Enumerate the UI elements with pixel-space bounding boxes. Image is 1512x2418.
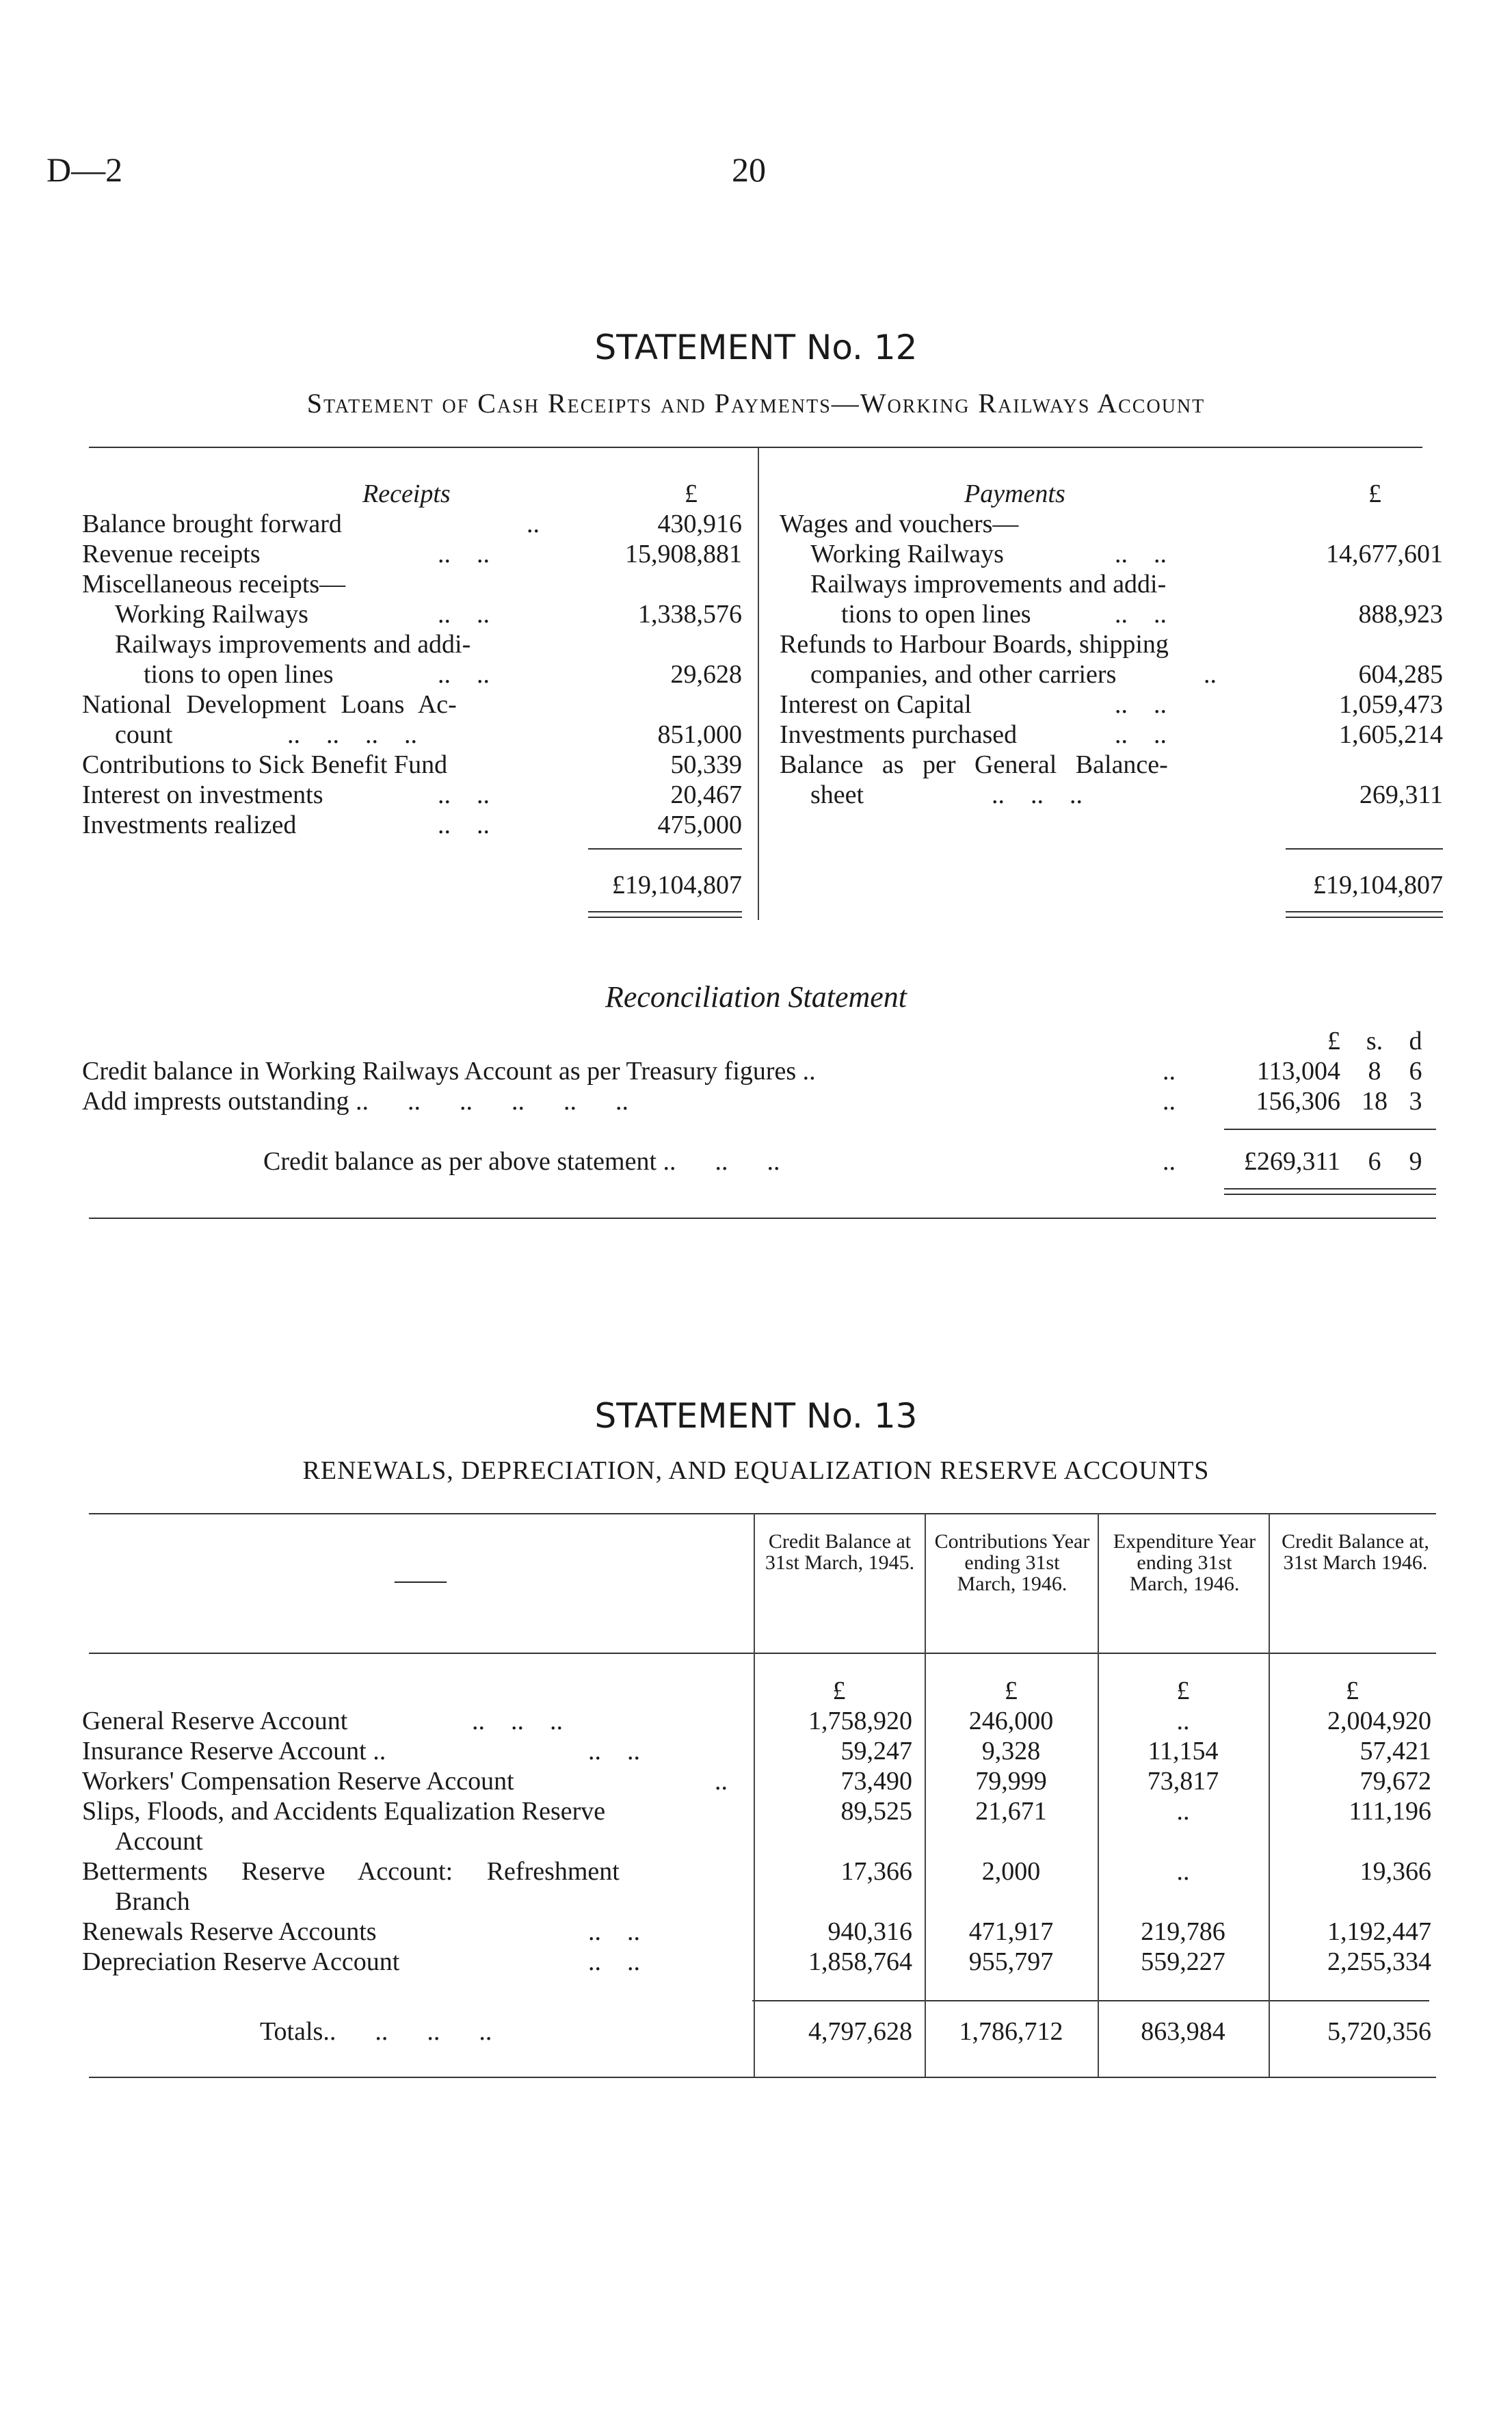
receipts-total: £19,104,807 xyxy=(612,871,742,899)
reconciliation-s: 18 xyxy=(1362,1087,1388,1116)
payment-value: 14,677,601 xyxy=(1326,540,1443,568)
reconciliation-pounds: 113,004 xyxy=(1256,1057,1340,1086)
row-dots: .. .. .. xyxy=(472,1707,563,1735)
cell-credit-1945: 73,490 xyxy=(840,1767,912,1796)
cell-contributions: 9,328 xyxy=(981,1737,1041,1765)
receipt-dots: .. .. xyxy=(438,600,490,629)
payment-label: Railways improvements and addi- xyxy=(810,570,1167,599)
row-dots: .. .. xyxy=(588,1947,640,1976)
totals-label: Totals.. .. .. .. xyxy=(260,2017,492,2046)
receipt-dots: .. .. xyxy=(438,780,490,809)
reconciliation-total-pounds: £269,311 xyxy=(1243,1147,1340,1176)
reconciliation-total-rule-2 xyxy=(1224,1194,1436,1195)
payment-label: Wages and vouchers— xyxy=(780,510,1019,538)
receipt-label: Railways improvements and addi- xyxy=(115,630,471,659)
statement-13-top-rule xyxy=(89,1513,1436,1514)
statement-13-unit-4: £ xyxy=(1346,1677,1359,1705)
statement-13-subtitle: RENEWALS, DEPRECIATION, AND EQUALIZATION RESERVE ACCOUNTS xyxy=(302,1456,1210,1485)
payment-label: Refunds to Harbour Boards, shipping xyxy=(780,630,1169,659)
reconciliation-label: Add imprests outstanding .. .. .. .. .. .. xyxy=(82,1087,629,1116)
payment-value: 604,285 xyxy=(1358,660,1443,689)
row-label-cont: Account xyxy=(115,1827,203,1856)
total-credit-1945: 4,797,628 xyxy=(808,2017,912,2046)
cell-expenditure: 219,786 xyxy=(1141,1917,1225,1946)
row-label: General Reserve Account xyxy=(82,1707,348,1735)
cell-credit-1946: 2,255,334 xyxy=(1327,1947,1431,1976)
receipt-label: Investments realized xyxy=(82,811,297,839)
receipt-value: 1,338,576 xyxy=(638,600,742,629)
row-label: Insurance Reserve Account .. xyxy=(82,1737,386,1765)
receipt-dots: .. .. xyxy=(438,811,490,839)
receipt-value: 29,628 xyxy=(670,660,742,689)
cell-expenditure: .. xyxy=(1176,1797,1190,1826)
receipt-label: Interest on investments xyxy=(82,780,323,809)
total-credit-1946: 5,720,356 xyxy=(1327,2017,1431,2046)
cell-expenditure: 73,817 xyxy=(1147,1767,1219,1796)
cell-contributions: 79,999 xyxy=(975,1767,1047,1796)
statement-12-subtitle: Statement of Cash Receipts and Payments—Working Railways Account xyxy=(306,388,1206,419)
cell-credit-1945: 1,858,764 xyxy=(808,1947,912,1976)
payment-label: sheet xyxy=(810,780,864,809)
payment-label: tions to open lines xyxy=(841,600,1031,629)
reconciliation-dots: .. xyxy=(1163,1057,1176,1086)
receipt-label: count xyxy=(115,720,173,749)
row-label: Workers' Compensation Reserve Account xyxy=(82,1767,514,1796)
reconciliation-total-rule-1 xyxy=(1224,1188,1436,1190)
receipts-total-rule-2 xyxy=(588,917,742,918)
row-label: Betterments Reserve Account: Refreshment xyxy=(82,1857,620,1886)
payments-total-rule-2 xyxy=(1286,917,1443,918)
payments-total: £19,104,807 xyxy=(1313,871,1443,899)
cell-expenditure: 11,154 xyxy=(1148,1737,1219,1765)
statement-13-col-0-header: —— xyxy=(395,1566,447,1594)
row-dots: .. .. xyxy=(588,1737,640,1765)
payment-dots: .. .. .. xyxy=(992,780,1083,809)
payment-label: Balance as per General Balance- xyxy=(780,750,1168,779)
statement-12-center-divider xyxy=(758,448,759,920)
payments-subtotal-rule xyxy=(1286,848,1443,850)
receipt-label: Working Railways xyxy=(115,600,308,629)
cell-credit-1945: 940,316 xyxy=(827,1917,912,1946)
statement-13-unit-1: £ xyxy=(832,1677,846,1705)
payment-label: Working Railways xyxy=(810,540,1004,568)
receipt-dots: .. .. xyxy=(438,540,490,568)
statement-12-title: STATEMENT No. 12 xyxy=(594,328,918,367)
cell-credit-1946: 79,672 xyxy=(1360,1767,1431,1796)
receipt-label: Miscellaneous receipts— xyxy=(82,570,346,599)
payment-value: 1,605,214 xyxy=(1339,720,1443,749)
receipts-total-rule-1 xyxy=(588,911,742,912)
payment-label: Interest on Capital xyxy=(780,690,972,719)
cell-expenditure: 559,227 xyxy=(1141,1947,1225,1976)
cell-credit-1946: 2,004,920 xyxy=(1327,1707,1431,1735)
payment-dots: .. .. xyxy=(1115,540,1167,568)
payment-dots: .. .. xyxy=(1115,600,1167,629)
payment-value: 888,923 xyxy=(1358,600,1443,629)
cell-credit-1945: 1,758,920 xyxy=(808,1707,912,1735)
reconciliation-subtotal-rule xyxy=(1224,1129,1436,1130)
cell-credit-1945: 89,525 xyxy=(840,1797,912,1826)
reconciliation-total-s: 6 xyxy=(1368,1147,1381,1176)
reconciliation-col-pounds: £ xyxy=(1327,1027,1340,1055)
statement-13-col-3-header: Expenditure Year ending 31st March, 1946. xyxy=(1113,1530,1256,1595)
reconciliation-d: 3 xyxy=(1409,1087,1422,1116)
receipt-value: 475,000 xyxy=(657,811,742,839)
receipt-value: 430,916 xyxy=(657,510,742,538)
receipt-label: National Development Loans Ac- xyxy=(82,690,457,719)
reconciliation-total-dots: .. xyxy=(1163,1147,1176,1176)
page-ref: D—2 xyxy=(47,150,123,189)
row-label: Slips, Floods, and Accidents Equalization Reserve xyxy=(82,1797,606,1826)
row-dots: .. xyxy=(715,1767,728,1796)
receipt-value: 50,339 xyxy=(670,750,742,779)
cell-credit-1946: 57,421 xyxy=(1360,1737,1431,1765)
cell-contributions: 21,671 xyxy=(975,1797,1047,1826)
reconciliation-s: 8 xyxy=(1368,1057,1381,1086)
cell-contributions: 246,000 xyxy=(968,1707,1054,1735)
total-contributions: 1,786,712 xyxy=(959,2017,1063,2046)
reconciliation-total-d: 9 xyxy=(1409,1147,1422,1176)
receipt-dots: .. .. xyxy=(438,660,490,689)
statement-13-col-4-header: Credit Balance at, 31st March 1946. xyxy=(1282,1530,1429,1574)
reconciliation-label: Credit balance in Working Railways Account as per Treasury figures .. xyxy=(82,1057,816,1086)
statement-13-col-1-header: Credit Balance at 31st March, 1945. xyxy=(765,1530,915,1574)
statement-12-top-rule xyxy=(89,447,1422,448)
reconciliation-d: 6 xyxy=(1409,1057,1422,1086)
payment-value: 1,059,473 xyxy=(1339,690,1443,719)
statement-13-title: STATEMENT No. 13 xyxy=(594,1396,918,1436)
payment-dots: .. .. xyxy=(1115,690,1167,719)
payment-label: companies, and other carriers xyxy=(810,660,1117,689)
statement-13-bottom-rule xyxy=(89,2077,1436,2078)
statement-13-header-rule xyxy=(89,1653,1436,1654)
receipt-label: Contributions to Sick Benefit Fund xyxy=(82,750,448,779)
receipt-label: tions to open lines xyxy=(144,660,334,689)
row-label: Renewals Reserve Accounts xyxy=(82,1917,377,1946)
row-label: Depreciation Reserve Account xyxy=(82,1947,400,1976)
reconciliation-col-s: s. xyxy=(1366,1027,1383,1055)
statement-13-unit-3: £ xyxy=(1176,1677,1190,1705)
reconciliation-total-label: Credit balance as per above statement .. .. .. xyxy=(263,1147,780,1176)
payment-value: 269,311 xyxy=(1359,780,1443,809)
cell-credit-1945: 17,366 xyxy=(840,1857,912,1886)
reconciliation-title: Reconciliation Statement xyxy=(605,980,907,1014)
statement-13-col-2-header: Contributions Year ending 31st March, 1946. xyxy=(934,1530,1090,1595)
cell-contributions: 2,000 xyxy=(981,1857,1041,1886)
receipts-subtotal-rule xyxy=(588,848,742,850)
cell-credit-1946: 111,196 xyxy=(1349,1797,1431,1826)
receipt-value: 20,467 xyxy=(670,780,742,809)
payments-currency: £ xyxy=(1368,479,1381,508)
reconciliation-dots: .. xyxy=(1163,1087,1176,1116)
receipt-label: Revenue receipts xyxy=(82,540,261,568)
receipt-value: 851,000 xyxy=(657,720,742,749)
receipts-heading: Receipts xyxy=(362,479,451,508)
statement-13-unit-2: £ xyxy=(1005,1677,1018,1705)
row-label-cont: Branch xyxy=(115,1887,190,1916)
reconciliation-pounds: 156,306 xyxy=(1256,1087,1340,1116)
payment-dots: .. xyxy=(1204,660,1217,689)
receipt-dots: .. xyxy=(527,510,540,538)
receipts-currency: £ xyxy=(685,479,698,508)
total-expenditure: 863,984 xyxy=(1141,2017,1225,2046)
cell-contributions: 471,917 xyxy=(968,1917,1054,1946)
statement-12-bottom-rule xyxy=(89,1218,1436,1219)
receipt-label: Balance brought forward xyxy=(82,510,342,538)
row-dots: .. .. xyxy=(588,1917,640,1946)
cell-credit-1946: 19,366 xyxy=(1360,1857,1431,1886)
statement-13-totals-rule xyxy=(752,2000,1429,2001)
cell-expenditure: .. xyxy=(1176,1857,1190,1886)
receipt-value: 15,908,881 xyxy=(625,540,742,568)
cell-credit-1946: 1,192,447 xyxy=(1327,1917,1431,1946)
receipt-dots: .. .. .. .. xyxy=(287,720,417,749)
payment-dots: .. .. xyxy=(1115,720,1167,749)
payment-label: Investments purchased xyxy=(780,720,1018,749)
cell-expenditure: .. xyxy=(1176,1707,1190,1735)
reconciliation-col-d: d xyxy=(1409,1027,1422,1055)
page-number: 20 xyxy=(732,150,766,189)
payments-heading: Payments xyxy=(964,479,1065,508)
cell-contributions: 955,797 xyxy=(968,1947,1054,1976)
payments-total-rule-1 xyxy=(1286,911,1443,912)
cell-credit-1945: 59,247 xyxy=(840,1737,912,1765)
